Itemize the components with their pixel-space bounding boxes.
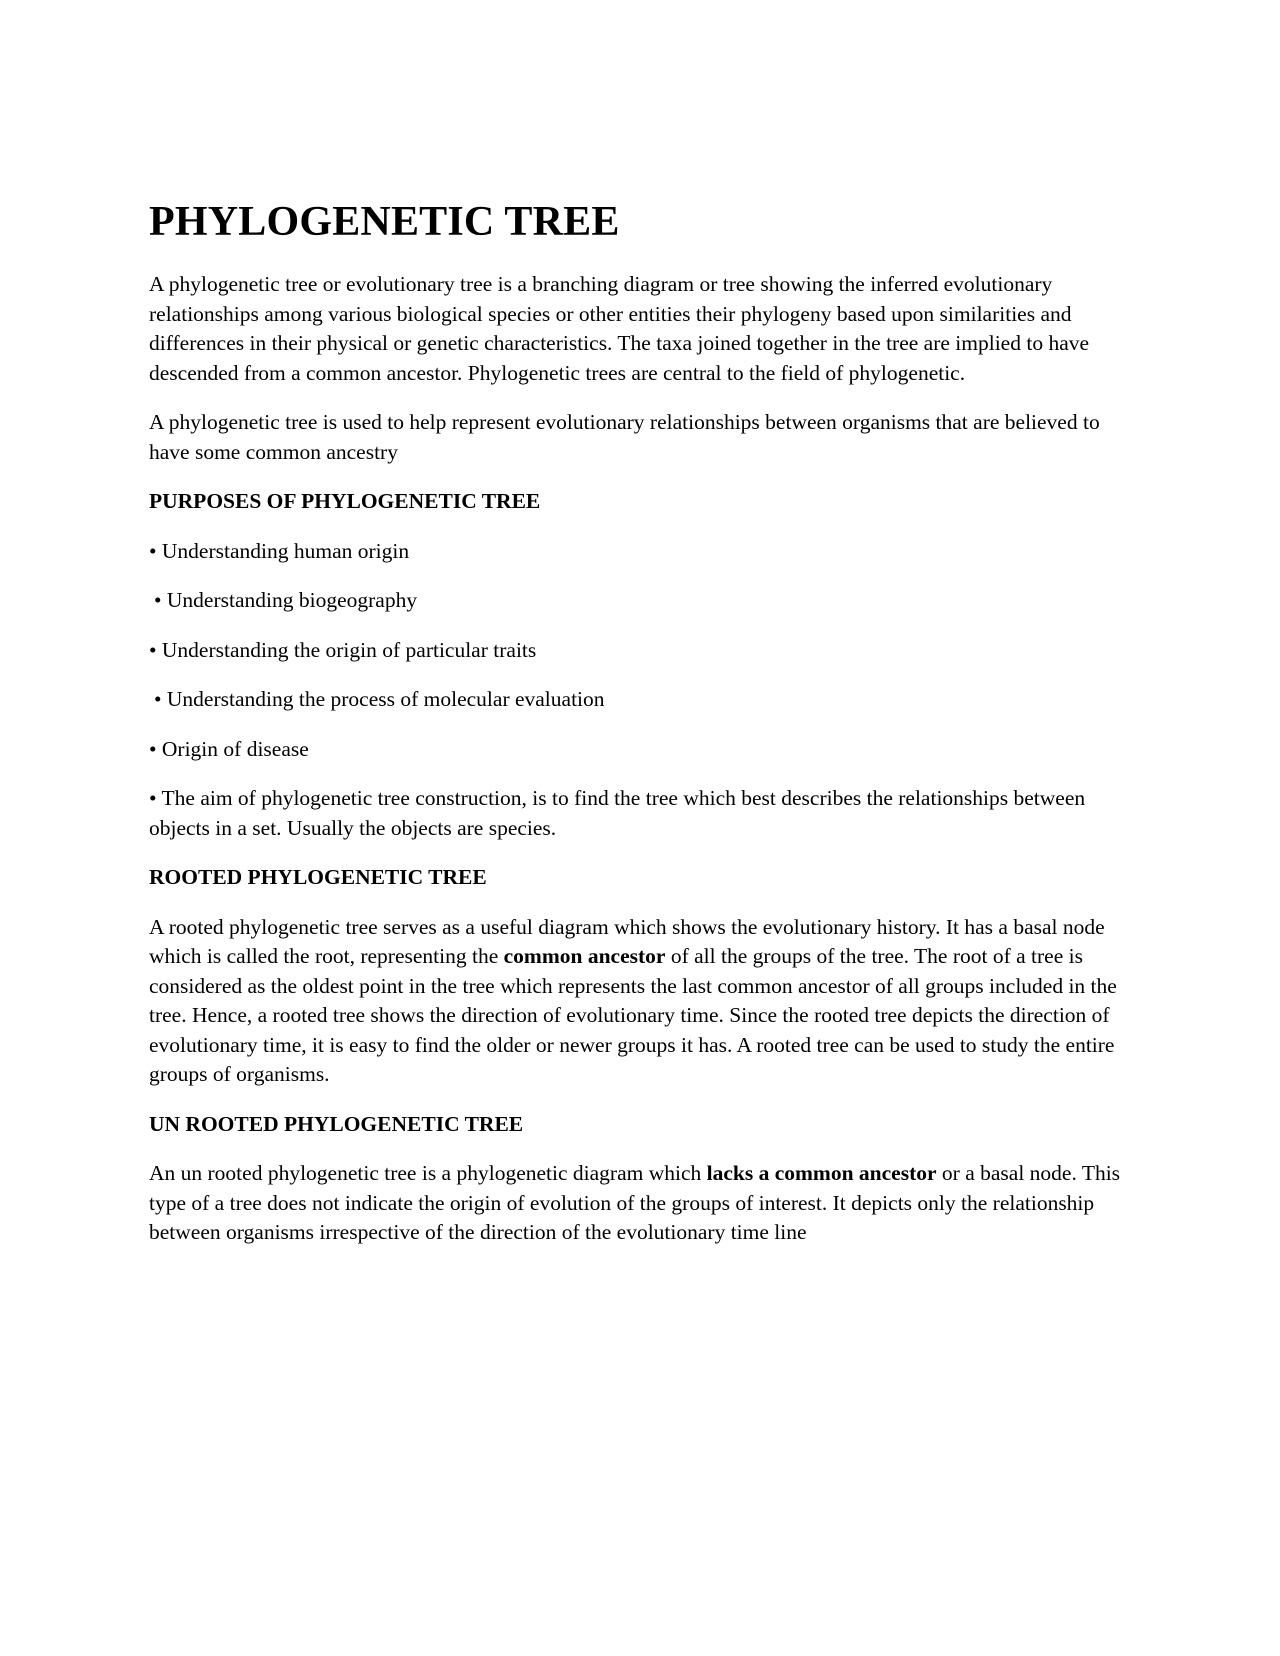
purpose-item: • Understanding human origin bbox=[149, 538, 410, 563]
unrooted-text-after: or a basal node. This type of a tree does not indicate the origin of evolution of the groups of interest. It depicts only the relationship between organisms irrespective of the direction of the evolutionary time line bbox=[149, 1161, 1121, 1244]
rooted-paragraph bbox=[149, 913, 1129, 1090]
rooted-text-before: A rooted phylogenetic tree serves as a useful diagram which shows the evolutionary history. It has a basal node which is called the root, representing the bbox=[149, 914, 1105, 968]
document-content bbox=[149, 196, 1129, 1268]
rooted-heading: ROOTED PHYLOGENETIC TREE bbox=[149, 865, 487, 889]
purpose-item: • The aim of phylogenetic tree construction, is to find the tree which best describes the relationships between objects in a set. Usually the objects are species. bbox=[149, 786, 1086, 840]
unrooted-paragraph bbox=[149, 1159, 1129, 1248]
intro-paragraph-1: A phylogenetic tree or evolutionary tree is a branching diagram or tree showing the inferred evolutionary relationships among various biological species or other entities their phylogeny based upon similarities and differences in their physical or genetic characteristics. The taxa joined together in the tree are implied to have descended from a common ancestor. Phylogenetic trees are central to the field of phylogenetic. bbox=[149, 272, 1090, 385]
rooted-text-after: of all the groups of the tree. The root of a tree is considered as the oldest point in the tree which represents the last common ancestor of all groups included in the tree. Hence, a rooted tree shows the direction of evolutionary time. Since the rooted tree depicts the direction of evolutionary time, it is easy to find the older or newer groups it has. A rooted tree can be used to study the entire groups of organisms. bbox=[149, 944, 1117, 1086]
unrooted-bold-term: lacks a common ancestor bbox=[706, 1161, 937, 1185]
purpose-item: • Origin of disease bbox=[149, 736, 309, 761]
rooted-bold-term: common ancestor bbox=[503, 944, 666, 968]
document-title: PHYLOGENETIC TREE bbox=[149, 199, 620, 245]
unrooted-heading: UN ROOTED PHYLOGENETIC TREE bbox=[149, 1111, 524, 1136]
purposes-heading: PURPOSES OF PHYLOGENETIC TREE bbox=[149, 489, 541, 513]
unrooted-text-before: An un rooted phylogenetic tree is a phylogenetic diagram which bbox=[149, 1161, 707, 1185]
purpose-item: • Understanding biogeography bbox=[154, 588, 418, 612]
intro-paragraph-2: A phylogenetic tree is used to help represent evolutionary relationships between organisms that are believed to have some common ancestry bbox=[149, 410, 1100, 464]
purpose-item: • Understanding the origin of particular traits bbox=[149, 637, 537, 662]
purpose-item: • Understanding the process of molecular evaluation bbox=[154, 687, 605, 711]
